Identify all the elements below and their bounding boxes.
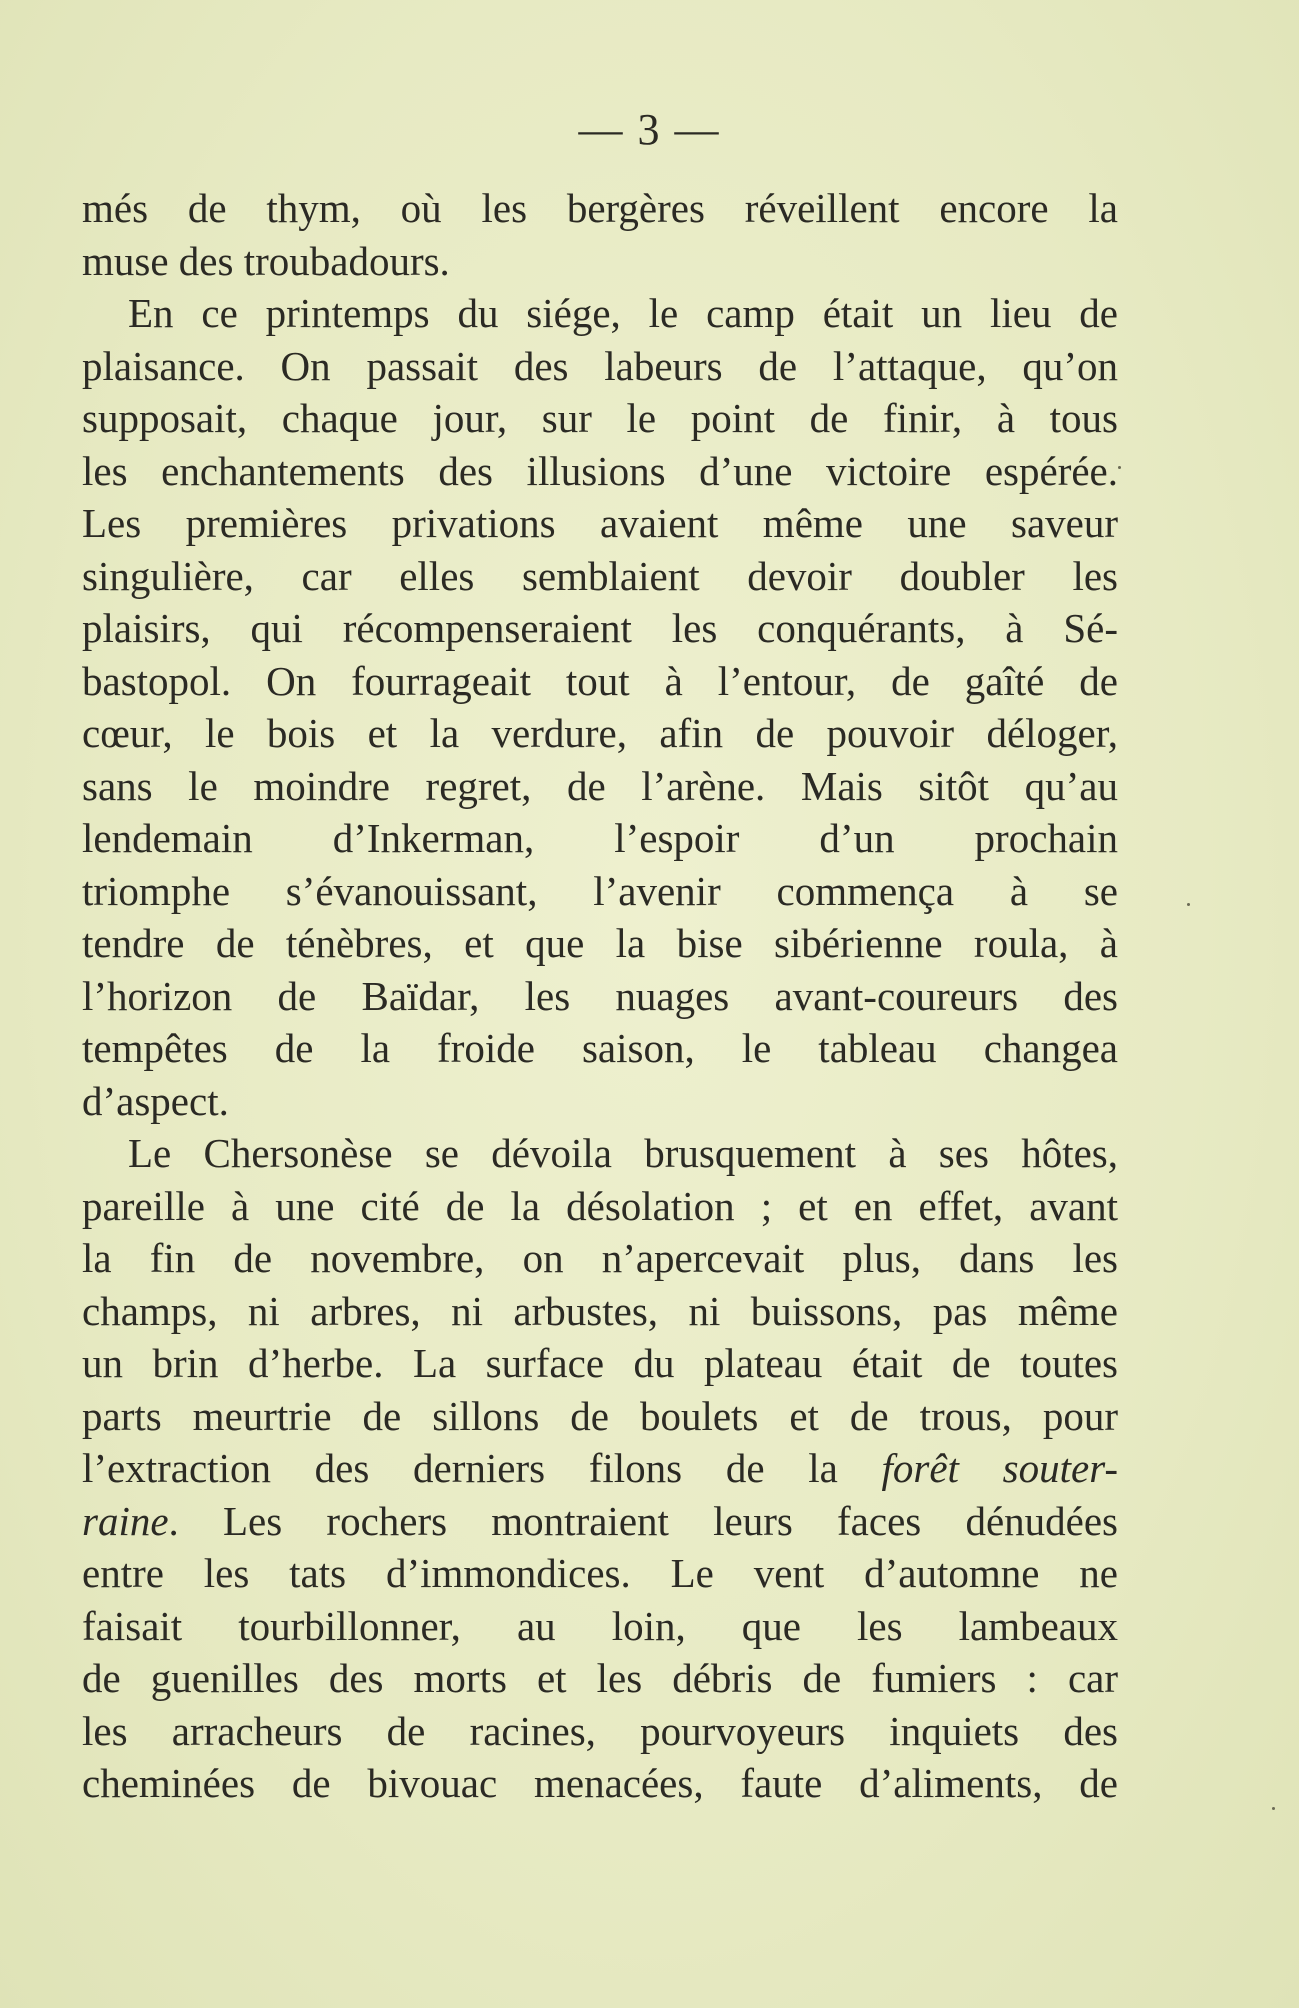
text-line: entre les tats d’immondices. Le vent d’automne ne bbox=[82, 1550, 1118, 1596]
text-line: plaisance. On passait des labeurs de l’attaque, qu’on bbox=[82, 342, 1118, 389]
text-line: champs, ni arbres, ni arbustes, ni buissons, pas même bbox=[82, 1287, 1118, 1334]
text-line: En ce printemps du siége, le camp était un lieu de bbox=[128, 290, 1118, 336]
text-line: muse des troubadours. bbox=[82, 237, 450, 284]
text-line: de guenilles des morts et les débris de fumiers : car bbox=[82, 1655, 1118, 1701]
body-text bbox=[82, 182, 1118, 1810]
text-line: Le Chersonèse se dévoila brusquement à ses hôtes, bbox=[128, 1130, 1118, 1176]
paper-speck bbox=[1272, 1807, 1275, 1810]
text-line: tendre de ténèbres, et que la bise sibérienne roula, à bbox=[82, 920, 1118, 966]
text-line: la fin de novembre, on n’apercevait plus, dans les bbox=[82, 1235, 1118, 1281]
text-line: tempêtes de la froide saison, le tableau changea bbox=[82, 1025, 1118, 1071]
text-line: singulière, car elles semblaient devoir doubler les bbox=[82, 552, 1118, 599]
text-line: sans le moindre regret, de l’arène. Mais sitôt qu’au bbox=[82, 762, 1118, 809]
text-line: cœur, le bois et la verdure, afin de pouvoir déloger, bbox=[82, 710, 1118, 756]
text-line: un brin d’herbe. La surface du plateau était de toutes bbox=[82, 1340, 1118, 1386]
text-line: d’aspect. bbox=[82, 1077, 229, 1124]
text-line: plaisirs, qui récompenseraient les conquérants, à Sé- bbox=[82, 605, 1118, 651]
text-line: l’horizon de Baïdar, les nuages avant-coureurs des bbox=[82, 972, 1118, 1019]
paper-speck bbox=[1187, 903, 1190, 906]
paper-speck bbox=[1118, 466, 1121, 469]
text-line: faisait tourbillonner, au loin, que les lambeaux bbox=[82, 1602, 1118, 1649]
text-line: les arracheurs de racines, pourvoyeurs inquiets des bbox=[82, 1707, 1118, 1754]
text-line: bastopol. On fourrageait tout à l’entour, de gaîté de bbox=[82, 657, 1118, 704]
text-line: més de thym, où les bergères réveillent encore la bbox=[82, 185, 1118, 231]
text-line: parts meurtrie de sillons de boulets et de trous, pour bbox=[82, 1392, 1118, 1439]
text-line bbox=[82, 1442, 1118, 1495]
text-line bbox=[82, 1495, 1118, 1548]
page-number: — 3 — bbox=[578, 105, 721, 154]
text-line: Les premières privations avaient même une saveur bbox=[82, 500, 1118, 546]
text-segment: . Les rochers montraient leurs faces dénudées bbox=[168, 1497, 1118, 1544]
text-line: cheminées de bivouac menacées, faute d’aliments, de bbox=[82, 1760, 1118, 1806]
text-line: lendemain d’Inkerman, l’espoir d’un prochain bbox=[82, 815, 1118, 861]
italic-text-segment: raine bbox=[82, 1497, 169, 1544]
italic-text-segment: forêt souter- bbox=[881, 1445, 1118, 1491]
text-line: les enchantements des illusions d’une victoire espérée. bbox=[82, 447, 1118, 494]
text-line: triomphe s’évanouissant, l’avenir commença à se bbox=[82, 867, 1118, 914]
text-line: pareille à une cité de la désolation ; et en effet, avant bbox=[82, 1182, 1118, 1229]
text-line: supposait, chaque jour, sur le point de finir, à tous bbox=[82, 395, 1118, 441]
text-segment: l’extraction des derniers filons de la bbox=[82, 1445, 882, 1491]
